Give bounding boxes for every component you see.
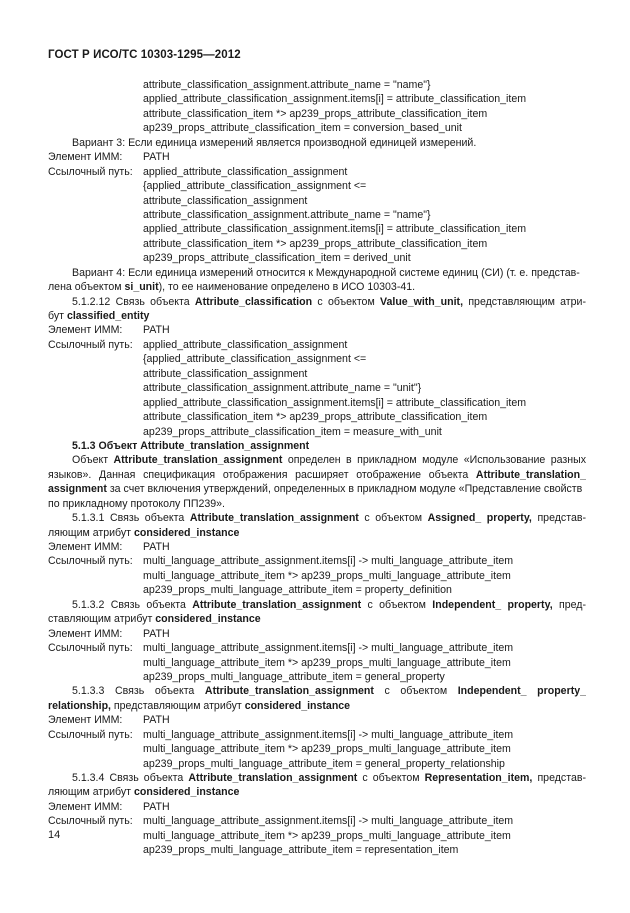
- text-run-bold: Independent_ property,: [432, 598, 553, 611]
- text-run-bold: relationship,: [48, 699, 111, 712]
- path-line: attribute_classification_item *> ap239_props_attribute_classification_item: [143, 107, 488, 120]
- text-run: 5.1.3.2 Связь объекта: [72, 598, 193, 611]
- text-run: представ-: [532, 772, 586, 784]
- text-run: с объектом: [312, 295, 381, 308]
- path-row: [48, 338, 586, 352]
- variant-4-line-1: Вариант 4: Если единица измерений относится к Международной системе единиц (СИ) (т. е. представ-: [72, 266, 580, 279]
- text-run-bold: Attribute_translation_: [475, 468, 586, 481]
- text-run-bold: Attribute_translation_assignment: [192, 598, 362, 611]
- text-run: определен в прикладном модуле «Использование разных: [282, 454, 586, 467]
- path-label: Ссылочный путь:: [48, 815, 133, 828]
- text-run-bold: Attribute_classification: [194, 295, 313, 308]
- path-line: attribute_classification_item *> ap239_props_attribute_classification_item: [143, 237, 488, 250]
- path-line: attribute_classification_assignment: [143, 194, 308, 207]
- element-value: PATH: [143, 714, 170, 727]
- path-line: applied_attribute_classification_assignment: [143, 165, 348, 178]
- text-run: лена объектом: [48, 281, 125, 294]
- section-5-1-2-12-line-1: [48, 295, 586, 309]
- path-line: attribute_classification_assignment.attribute_name = "unit"}: [143, 382, 422, 395]
- text-run: с объектом: [373, 685, 458, 698]
- text-run-bold: considered_instance: [133, 786, 240, 799]
- path-line: attribute_classification_item *> ap239_props_attribute_classification_item: [143, 411, 488, 424]
- section-5-1-3-3-line-1: [48, 684, 586, 698]
- path-line: multi_language_attribute_assignment.items[i] -> multi_language_attribute_item: [143, 642, 514, 655]
- section-5-1-3-para-line-2: [48, 468, 586, 482]
- element-value: PATH: [143, 151, 170, 164]
- text-run-bold: assignment: [48, 483, 107, 496]
- text-run-bold: considered_instance: [155, 613, 261, 626]
- text-run: с объектом: [361, 598, 433, 611]
- path-row: [48, 165, 586, 179]
- text-run: представляющим атри-: [463, 295, 586, 308]
- variant-3-text: Вариант 3: Если единица измерений является производной единицей измерений.: [72, 136, 477, 149]
- text-run: ), то ее наименование определено в ИСО 10303-41.: [158, 281, 416, 294]
- path-line: attribute_classification_assignment.attribute_name = "name"}: [143, 79, 431, 91]
- text-run: ляющим атрибут: [48, 526, 134, 539]
- section-5-1-3-para-line-4: по прикладному протоколу ПП239».: [48, 497, 225, 510]
- element-label: Элемент ИММ:: [48, 151, 123, 164]
- text-run: представляющим атрибут: [110, 699, 245, 712]
- path-line: applied_attribute_classification_assignment.items[i] = attribute_classification_item: [143, 396, 527, 409]
- path-line: multi_language_attribute_item *> ap239_props_multi_language_attribute_item: [143, 569, 511, 582]
- section-5-1-3-1-line-1: [48, 511, 586, 525]
- text-run: бут: [48, 310, 67, 322]
- path-line: multi_language_attribute_item *> ap239_props_multi_language_attribute_item: [143, 743, 511, 756]
- element-row: [48, 800, 586, 814]
- element-value: PATH: [143, 324, 170, 337]
- variant-4-line-2: [48, 280, 586, 294]
- path-line: ap239_props_multi_language_attribute_item = property_definition: [143, 584, 452, 597]
- text-run: 5.1.2.12 Связь объекта: [72, 295, 195, 308]
- element-label: Элемент ИММ:: [48, 714, 123, 727]
- path-line: ap239_props_multi_language_attribute_item = general_property_relationship: [143, 757, 505, 770]
- section-5-1-3-4-line-2: [48, 785, 586, 799]
- path-line: applied_attribute_classification_assignment.items[i] = attribute_classification_item: [143, 93, 527, 106]
- path-row: [48, 641, 586, 655]
- text-run: языков». Данная спецификация отображения расширяет отображение объекта: [48, 468, 469, 481]
- element-row: [48, 713, 586, 727]
- text-run: с объектом: [357, 772, 425, 784]
- text-run-bold: Value_with_unit,: [380, 295, 464, 308]
- section-5-1-3-4-line-1: [48, 771, 586, 785]
- path-label: Ссылочный путь:: [48, 555, 133, 568]
- path-line: multi_language_attribute_assignment.items[i] -> multi_language_attribute_item: [143, 728, 514, 741]
- path-line: multi_language_attribute_item *> ap239_props_multi_language_attribute_item: [143, 829, 511, 842]
- element-label: Элемент ИММ:: [48, 627, 123, 640]
- section-5-1-3-para-line-3: [48, 482, 586, 496]
- text-run: с объектом: [358, 512, 428, 525]
- element-row: [48, 150, 586, 164]
- text-run-bold: classified_entity: [66, 310, 150, 322]
- text-run: 5.1.3.1 Связь объекта: [72, 512, 190, 525]
- element-label: Элемент ИММ:: [48, 541, 123, 553]
- page-header: ГОСТ Р ИСО/ТС 10303-1295—2012: [48, 49, 241, 61]
- text-run: за счет включения утверждений, определенных в прикладном модуле «Представление свойств: [106, 483, 583, 496]
- text-run-bold: Attribute_translation_assignment: [113, 454, 283, 467]
- element-row: [48, 540, 586, 554]
- text-run-bold: Assigned_ property,: [427, 512, 532, 525]
- element-value: PATH: [143, 800, 170, 813]
- path-line: {applied_attribute_classification_assignment <=: [143, 353, 367, 366]
- section-5-1-3-2-line-1: [48, 598, 586, 612]
- path-line: ap239_props_attribute_classification_item = derived_unit: [143, 252, 411, 265]
- section-5-1-3-title: 5.1.3 Объект Attribute_translation_assignment: [72, 439, 310, 452]
- element-row: [48, 627, 586, 641]
- page-number: 14: [48, 829, 61, 841]
- text-run: ставляющим атрибут: [48, 613, 156, 626]
- section-5-1-3-2-line-2: [48, 612, 586, 626]
- text-run: 5.1.3.4 Связь объекта: [72, 772, 189, 784]
- path-row: [48, 554, 586, 568]
- path-line: ap239_props_multi_language_attribute_item = representation_item: [143, 844, 459, 857]
- element-label: Элемент ИММ:: [48, 800, 123, 813]
- text-run: представ-: [531, 512, 586, 525]
- text-run-bold: Attribute_translation_assignment: [189, 512, 359, 525]
- path-line: attribute_classification_assignment: [143, 367, 308, 380]
- path-label: Ссылочный путь:: [48, 642, 133, 655]
- text-run-bold: Attribute_translation_assignment: [204, 685, 374, 698]
- path-row: [48, 728, 586, 742]
- path-line: applied_attribute_classification_assignment: [143, 338, 348, 351]
- text-run-bold: Attribute_translation_assignment: [188, 772, 358, 784]
- path-line: ap239_props_attribute_classification_item = measure_with_unit: [143, 425, 442, 438]
- section-5-1-3-para-line-1: [48, 453, 586, 467]
- text-run: ляющим атрибут: [48, 786, 134, 799]
- element-value: PATH: [143, 627, 170, 640]
- path-line: multi_language_attribute_assignment.items[i] -> multi_language_attribute_item: [143, 815, 514, 828]
- path-line: ap239_props_attribute_classification_item = conversion_based_unit: [143, 122, 462, 135]
- document-body: [48, 78, 586, 858]
- path-label: Ссылочный путь:: [48, 338, 133, 351]
- path-line: attribute_classification_assignment.attribute_name = "name"}: [143, 208, 431, 221]
- path-line: multi_language_attribute_assignment.items[i] -> multi_language_attribute_item: [143, 555, 514, 568]
- path-line: multi_language_attribute_item *> ap239_props_multi_language_attribute_item: [143, 656, 511, 669]
- path-label: Ссылочный путь:: [48, 165, 133, 178]
- text-run: Объект: [72, 454, 114, 467]
- path-line: applied_attribute_classification_assignment.items[i] = attribute_classification_item: [143, 223, 527, 236]
- element-row: [48, 323, 586, 337]
- element-value: PATH: [143, 541, 170, 553]
- text-run-bold: Representation_item,: [424, 772, 533, 784]
- text-run-bold: considered_instance: [133, 526, 240, 539]
- path-row: [48, 814, 586, 828]
- element-label: Элемент ИММ:: [48, 324, 123, 337]
- section-5-1-3-1-line-2: [48, 526, 586, 540]
- section-5-1-2-12-line-2: [48, 309, 586, 323]
- text-run-bold: considered_instance: [244, 699, 351, 712]
- path-line: ap239_props_multi_language_attribute_item = general_property: [143, 670, 445, 683]
- path-line: {applied_attribute_classification_assignment <=: [143, 180, 367, 193]
- text-run: пред-: [552, 598, 586, 611]
- section-5-1-3-3-line-2: [48, 699, 586, 713]
- text-run-bold: si_unit: [124, 281, 159, 294]
- text-run-bold: Independent_ property_: [457, 685, 586, 698]
- text-run: 5.1.3.3 Связь объекта: [72, 685, 205, 698]
- path-label: Ссылочный путь:: [48, 728, 133, 741]
